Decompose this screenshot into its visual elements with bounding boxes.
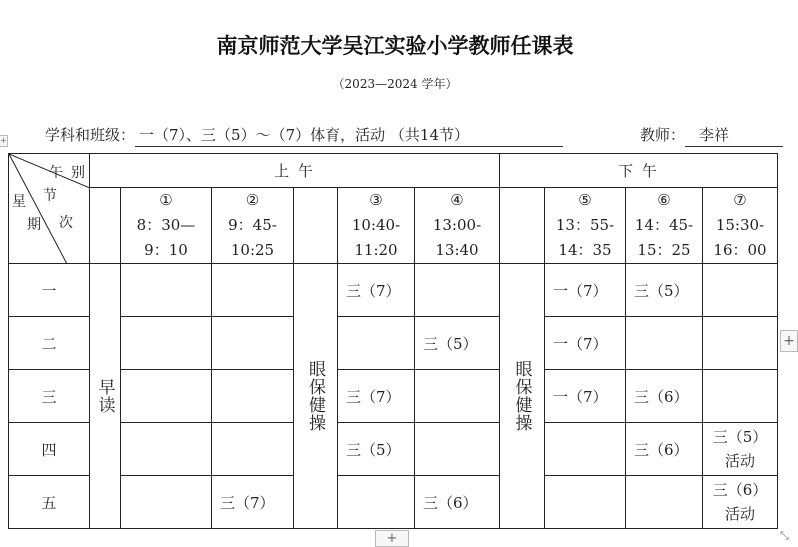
period-5-header: ⑤ 13：55- 14：35: [545, 188, 626, 264]
class-cell[interactable]: [212, 370, 294, 423]
reading-header-blank: [90, 188, 121, 264]
class-cell[interactable]: [121, 264, 212, 317]
corner-label-jie: 节: [43, 188, 57, 204]
add-row-button[interactable]: +: [375, 530, 409, 547]
class-cell[interactable]: [212, 264, 294, 317]
class-cell[interactable]: 三（6）: [626, 423, 703, 476]
class-cell[interactable]: [212, 317, 294, 370]
eye-exercise-label-2: 眼保健操: [511, 360, 532, 432]
eye-exercise-cell-2: [500, 264, 545, 529]
class-cell[interactable]: 一（7）: [545, 264, 626, 317]
class-cell[interactable]: [121, 370, 212, 423]
table-move-handle[interactable]: +: [0, 136, 7, 145]
afternoon-header: 下 午: [500, 154, 778, 188]
class-cell[interactable]: 三（5）: [415, 317, 500, 370]
header-corner: [9, 154, 90, 264]
subject-value[interactable]: 一（7）、三（5）～（7）体育，活动 （共14节）: [135, 124, 563, 147]
class-cell[interactable]: [545, 476, 626, 529]
eye-exercise-cell-1: [294, 264, 338, 529]
class-cell[interactable]: 三（7）: [212, 476, 294, 529]
class-cell[interactable]: [415, 264, 500, 317]
class-cell[interactable]: 一（7）: [545, 317, 626, 370]
period-4-header: ④ 13:00- 13:40: [415, 188, 500, 264]
class-cell[interactable]: [703, 264, 778, 317]
day-label: 一: [9, 264, 90, 317]
day-label: 二: [9, 317, 90, 370]
add-column-button[interactable]: +: [780, 330, 798, 352]
eye-exercise-header-blank-2: [500, 188, 545, 264]
table-row: [9, 423, 778, 476]
class-cell[interactable]: 三（6）: [415, 476, 500, 529]
class-cell[interactable]: [703, 370, 778, 423]
class-cell[interactable]: 一（7）: [545, 370, 626, 423]
class-cell[interactable]: [415, 423, 500, 476]
class-cell[interactable]: 三（5） 活动: [703, 423, 778, 476]
teacher-value[interactable]: 李祥: [685, 124, 783, 147]
period-2-header: ② 9：45- 10:25: [212, 188, 294, 264]
class-cell[interactable]: [626, 317, 703, 370]
class-cell[interactable]: 三（5）: [338, 423, 415, 476]
subject-info: [45, 124, 563, 147]
academic-year: （2023—2024 学年）: [332, 77, 458, 91]
class-cell[interactable]: 三（5）: [626, 264, 703, 317]
page-title: 南京师范大学吴江实验小学教师任课表: [216, 34, 574, 58]
table-row: [9, 476, 778, 529]
corner-label-ci: 次: [59, 215, 73, 231]
class-cell[interactable]: [545, 423, 626, 476]
class-cell[interactable]: [626, 476, 703, 529]
morning-header: 上 午: [90, 154, 500, 188]
period-6-header: ⑥ 14：45- 15：25: [626, 188, 703, 264]
period-1-header: ① 8：30— 9：10: [121, 188, 212, 264]
schedule-table: [8, 153, 778, 529]
table-row: [9, 264, 778, 317]
class-cell[interactable]: [703, 317, 778, 370]
day-label: 五: [9, 476, 90, 529]
subject-label: 学科和班级：: [45, 126, 136, 144]
table-row: [9, 370, 778, 423]
corner-label-xing: 星: [12, 194, 26, 210]
day-label: 三: [9, 370, 90, 423]
teacher-info: [640, 124, 783, 147]
class-cell[interactable]: 三（6）: [626, 370, 703, 423]
class-cell[interactable]: [338, 476, 415, 529]
teacher-label: 教师：: [640, 126, 686, 144]
class-cell[interactable]: [121, 317, 212, 370]
period-7-header: ⑦ 15:30- 16：00: [703, 188, 778, 264]
resize-handle-icon[interactable]: ⤡: [780, 529, 789, 542]
class-cell[interactable]: [338, 317, 415, 370]
eye-exercise-label-1: 眼保健操: [305, 360, 325, 432]
class-cell[interactable]: 三（7）: [338, 370, 415, 423]
morning-reading-label: 早读: [94, 378, 115, 414]
class-cell[interactable]: [121, 423, 212, 476]
class-cell[interactable]: [212, 423, 294, 476]
table-row: [9, 317, 778, 370]
period-3-header: ③ 10:40- 11:20: [338, 188, 415, 264]
class-cell[interactable]: 三（6） 活动: [703, 476, 778, 529]
corner-label-wu: 午: [49, 165, 63, 181]
class-cell[interactable]: [415, 370, 500, 423]
day-label: 四: [9, 423, 90, 476]
corner-label-bie: 别: [71, 165, 85, 181]
class-cell[interactable]: [121, 476, 212, 529]
morning-reading-cell: [90, 264, 121, 529]
eye-exercise-header-blank-1: [294, 188, 338, 264]
class-cell[interactable]: 三（7）: [338, 264, 415, 317]
corner-label-qi: 期: [27, 217, 41, 233]
